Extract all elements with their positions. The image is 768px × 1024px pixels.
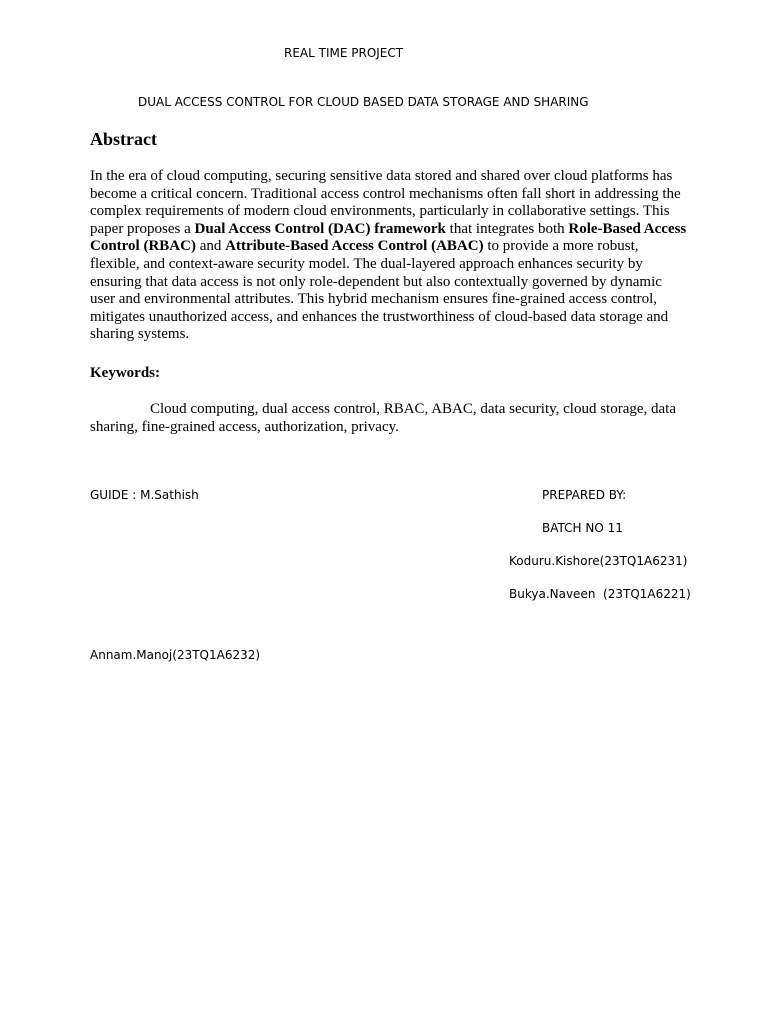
guide-label: GUIDE : M.Sathish (90, 488, 199, 502)
abstract-paragraph (90, 168, 690, 344)
team-member: Koduru.Kishore(23TQ1A6231) (509, 554, 688, 568)
abstract-bold-dac: Dual Access Control (DAC) framework (194, 220, 446, 237)
abstract-text-3: and (195, 238, 226, 255)
document-title: DUAL ACCESS CONTROL FOR CLOUD BASED DATA STORAGE AND SHARING (138, 95, 589, 109)
abstract-bold-abac: Attribute-Based Access Control (ABAC) (225, 238, 484, 255)
keywords-text: Cloud computing, dual access control, RBAC, ABAC, data security, cloud storage, data sharing, fine-grained access, authorization, privacy. (90, 401, 677, 435)
abstract-heading: Abstract (90, 129, 157, 149)
abstract-text-4: to provide a more robust, flexible, and context-aware security model. The dual-layered approach enhances security by ensuring that data access is not only role-dependent but also contextually governed by dynamic user and environmental attributes. This hybrid mechanism ensures fine-grained access control, mitigates unauthorized access, and enhances the trustworthiness of cloud-based data storage and sharing systems. (90, 238, 669, 343)
abstract-bold-rbac: Role-Based Access Control (RBAC) (90, 220, 687, 255)
keywords-heading: Keywords: (90, 365, 160, 381)
abstract-text-2: that integrates both (445, 220, 569, 237)
abstract-text-1: In the era of cloud computing, securing sensitive data stored and shared over cloud platforms has become a critical concern. Traditional access control mechanisms often fall short in addressing the complex requirements of modern cloud environments, particularly in collaborative settings. This paper proposes a (90, 168, 681, 237)
batch-number: BATCH NO 11 (542, 521, 623, 535)
prepared-by-label: PREPARED BY: (542, 488, 627, 502)
team-member: Bukya.Naveen (23TQ1A6221) (509, 587, 691, 601)
project-label: REAL TIME PROJECT (284, 46, 404, 60)
team-member: Annam.Manoj(23TQ1A6232) (90, 648, 261, 662)
